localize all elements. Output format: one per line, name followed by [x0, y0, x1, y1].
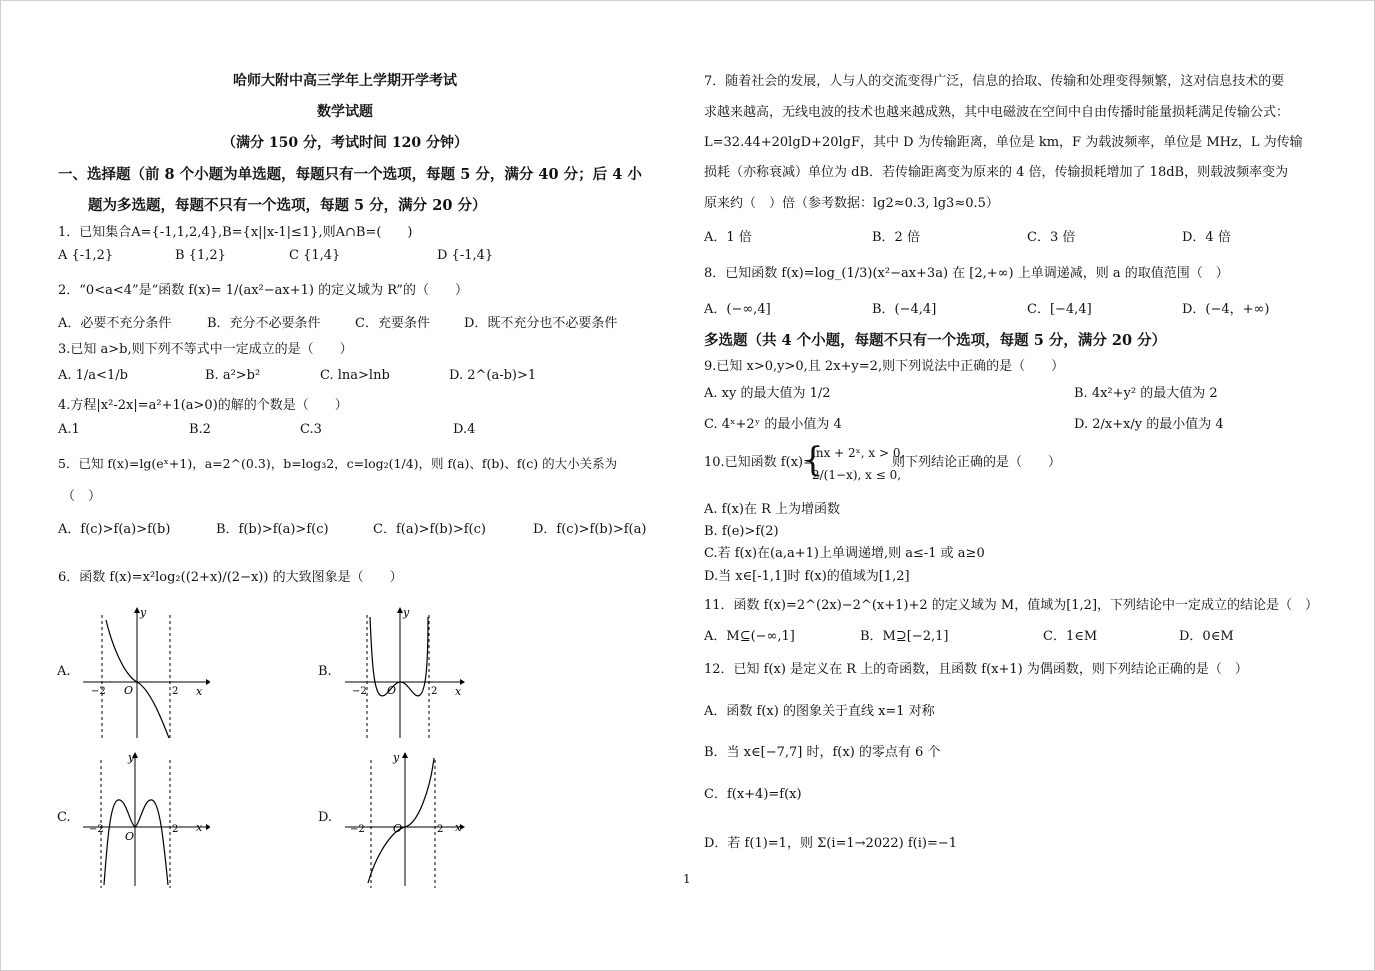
q5-stem-line2: （ ）: [62, 489, 102, 504]
q10-case1: lnx + 2ˣ, x > 0,: [812, 446, 905, 460]
q9-option-a: A. xy 的最大值为 1/2: [704, 386, 831, 401]
q10-stem-post: 则下列结论正确的是（ ）: [892, 455, 1062, 470]
q6-label-b: B.: [318, 664, 332, 679]
q6b-tick-pos: 2: [431, 686, 438, 697]
q4-option-c: C.3: [300, 422, 322, 437]
q1-option-d: D {-1,4}: [437, 248, 494, 263]
q6c-axis-x: x: [196, 821, 203, 834]
q3-option-a: A. 1/a<1/b: [58, 368, 128, 383]
q6-stem: 6．函数 f(x)=x²log₂((2+x)/(2−x)) 的大致图象是（ ）: [58, 570, 403, 585]
q6a-axis-y: y: [140, 606, 147, 619]
q7-option-b: B．2 倍: [872, 230, 920, 245]
q10-brace: {: [802, 440, 824, 480]
q8-option-a: A．(−∞,4]: [704, 302, 771, 317]
q5-stem-line1: 5．已知 f(x)=lg(eˣ+1)，a=2^(0.3)，b=log₃2，c=log₂(1/4)，则 f(a)、f(b)、f(c) 的大小关系为: [58, 456, 618, 471]
q1-option-c: C {1,4}: [289, 248, 341, 263]
section1-title-line2: 题为多选题，每题不只有一个选项，每题 5 分，满分 20 分）: [88, 197, 487, 214]
q2-option-b: B．充分不必要条件: [207, 316, 321, 331]
q6a-tick-pos: 2: [172, 686, 179, 697]
section1-title-line1: 一、选择题（前 8 个小题为单选题，每题只有一个选项，每题 5 分，满分 40 分；后 4 小: [58, 166, 642, 183]
q6d-tick-neg: −2: [350, 824, 365, 835]
q5-option-a: A．f(c)>f(a)>f(b): [58, 522, 171, 537]
q5-option-c: C．f(a)>f(b)>f(c): [373, 522, 486, 537]
q6a-axis-x: x: [196, 685, 203, 698]
q12-option-a: A．函数 f(x) 的图象关于直线 x=1 对称: [704, 704, 935, 719]
q9-option-c: C. 4ˣ+2ʸ 的最小值为 4: [704, 417, 842, 432]
q8-option-d: D．(−4，+∞): [1182, 302, 1270, 317]
q9-option-b: B. 4x²+y² 的最大值为 2: [1074, 386, 1218, 401]
q11-option-c: C．1∈M: [1043, 629, 1098, 644]
q8-option-c: C．[−4,4]: [1027, 302, 1092, 317]
q6d-tick-pos: 2: [437, 824, 444, 835]
q7-line2: 求越来越高，无线电波的技术也越来越成熟，其中电磁波在空间中自由传播时能量损耗满足传输公式：: [704, 105, 1290, 120]
q6a-tick-neg: −2: [91, 686, 106, 697]
q7-line5: 原来约（ ）倍（参考数据：lg2≈0.3, lg3≈0.5）: [704, 196, 999, 211]
q6c-tick-pos: 2: [172, 824, 179, 835]
q6c-origin: O: [125, 830, 135, 843]
q4-option-b: B.2: [189, 422, 211, 437]
q5-option-d: D．f(c)>f(b)>f(a): [533, 522, 647, 537]
q12-stem: 12．已知 f(x) 是定义在 R 上的奇函数，且函数 f(x+1) 为偶函数，则下列结论正确的是（ ）: [704, 662, 1248, 677]
q2-option-a: A．必要不充分条件: [58, 316, 172, 331]
section2-title: 多选题（共 4 个小题，每题不只有一个选项，每题 5 分，满分 20 分）: [704, 332, 1167, 349]
q4-stem: 4.方程|x²-2x|=a²+1(a>0)的解的个数是（ ）: [58, 398, 348, 413]
q3-option-b: B. a²>b²: [205, 368, 261, 383]
exam-info: （满分 150 分，考试时间 120 分钟）: [222, 135, 468, 151]
q8-option-b: B．(−4,4]: [872, 302, 937, 317]
q9-stem: 9.已知 x>0,y>0,且 2x+y=2,则下列说法中正确的是（ ）: [704, 359, 1065, 374]
q6-graph-d: [342, 750, 472, 888]
q2-stem: 2．“0<a<4”是“函数 f(x)= 1/(ax²−ax+1) 的定义域为 R”的（ ）: [58, 283, 468, 298]
q6c-tick-neg: −2: [89, 824, 104, 835]
q6b-axis-y: y: [403, 606, 410, 619]
q1-option-a: A {-1,2}: [58, 248, 114, 263]
q12-option-c: C．f(x+4)=f(x): [704, 787, 802, 802]
q6a-origin: O: [124, 684, 134, 697]
q6b-origin: O: [387, 684, 397, 697]
q3-option-c: C. lna>lnb: [320, 368, 390, 383]
page-number: 1: [683, 872, 691, 886]
q6b-axis-x: x: [455, 685, 462, 698]
q11-option-d: D．0∈M: [1179, 629, 1234, 644]
q11-option-a: A．M⊆(−∞,1]: [704, 629, 795, 644]
q7-option-c: C．3 倍: [1027, 230, 1076, 245]
q6-graph-b: [342, 605, 472, 740]
q8-stem: 8．已知函数 f(x)=log_(1/3)(x²−ax+3a) 在 [2,+∞) 上单调递减，则 a 的取值范围（ ）: [704, 266, 1229, 281]
q3-stem: 3.已知 a>b,则下列不等式中一定成立的是（ ）: [58, 342, 353, 357]
q6d-axis-y: y: [393, 751, 400, 764]
q7-option-a: A．1 倍: [704, 230, 752, 245]
q11-option-b: B．M⊇[−2,1]: [860, 629, 949, 644]
q12-option-d: D．若 f(1)=1，则 Σ(i=1→2022) f(i)=−1: [704, 836, 958, 851]
q9-option-d: D. 2/x+x/y 的最小值为 4: [1074, 417, 1224, 432]
q6-graph-c: [80, 750, 210, 888]
exam-school-title: 哈师大附中高三学年上学期开学考试: [233, 73, 457, 89]
q3-option-d: D. 2^(a-b)>1: [449, 368, 537, 383]
q4-option-a: A.1: [58, 422, 80, 437]
q10-option-b: B. f(e)>f(2): [704, 524, 779, 539]
q6d-origin: O: [393, 822, 403, 835]
q1-option-b: B {1,2}: [175, 248, 226, 263]
q10-option-c: C.若 f(x)在(a,a+1)上单调递增,则 a≤-1 或 a≥0: [704, 546, 985, 561]
q7-line1: 7．随着社会的发展，人与人的交流变得广泛，信息的拾取、传输和处理变得频繁，这对信息技术的要: [704, 74, 1285, 89]
q10-option-d: D.当 x∈[-1,1]时 f(x)的值域为[1,2]: [704, 569, 910, 584]
q2-option-c: C．充要条件: [355, 316, 430, 331]
q6b-tick-neg: −2: [352, 686, 367, 697]
q6d-axis-x: x: [455, 821, 462, 834]
q5-option-b: B．f(b)>f(a)>f(c): [216, 522, 329, 537]
q1-stem: 1．已知集合A={-1,1,2,4},B={x||x-1|≤1},则A∩B=( ): [58, 225, 413, 240]
q6-label-d: D.: [318, 810, 333, 825]
q10-case2: 2/(1−x), x ≤ 0,: [812, 468, 902, 482]
exam-subject-title: 数学试题: [317, 104, 373, 120]
q6-label-a: A.: [57, 664, 71, 679]
q6c-axis-y: y: [128, 751, 135, 764]
q7-line3: L=32.44+20lgD+20lgF，其中 D 为传输距离，单位是 km，F 为载波频率，单位是 MHz，L 为传输: [704, 135, 1303, 150]
q7-option-d: D．4 倍: [1182, 230, 1231, 245]
q6-graph-a: [80, 605, 210, 740]
q2-option-d: D．既不充分也不必要条件: [464, 316, 618, 331]
q7-line4: 损耗（亦称衰减）单位为 dB．若传输距离变为原来的 4 倍，传输损耗增加了 18dB，则载波频率变为: [704, 165, 1289, 180]
q10-option-a: A. f(x)在 R 上为增函数: [704, 502, 840, 517]
q6-label-c: C.: [57, 810, 71, 825]
q11-stem: 11．函数 f(x)=2^(2x)−2^(x+1)+2 的定义域为 M，值域为[1,2]，下列结论中一定成立的结论是（ ）: [704, 598, 1319, 613]
q12-option-b: B．当 x∈[−7,7] 时，f(x) 的零点有 6 个: [704, 745, 941, 760]
q4-option-d: D.4: [453, 422, 476, 437]
q10-stem-pre: 10.已知函数 f(x)=: [704, 455, 814, 470]
